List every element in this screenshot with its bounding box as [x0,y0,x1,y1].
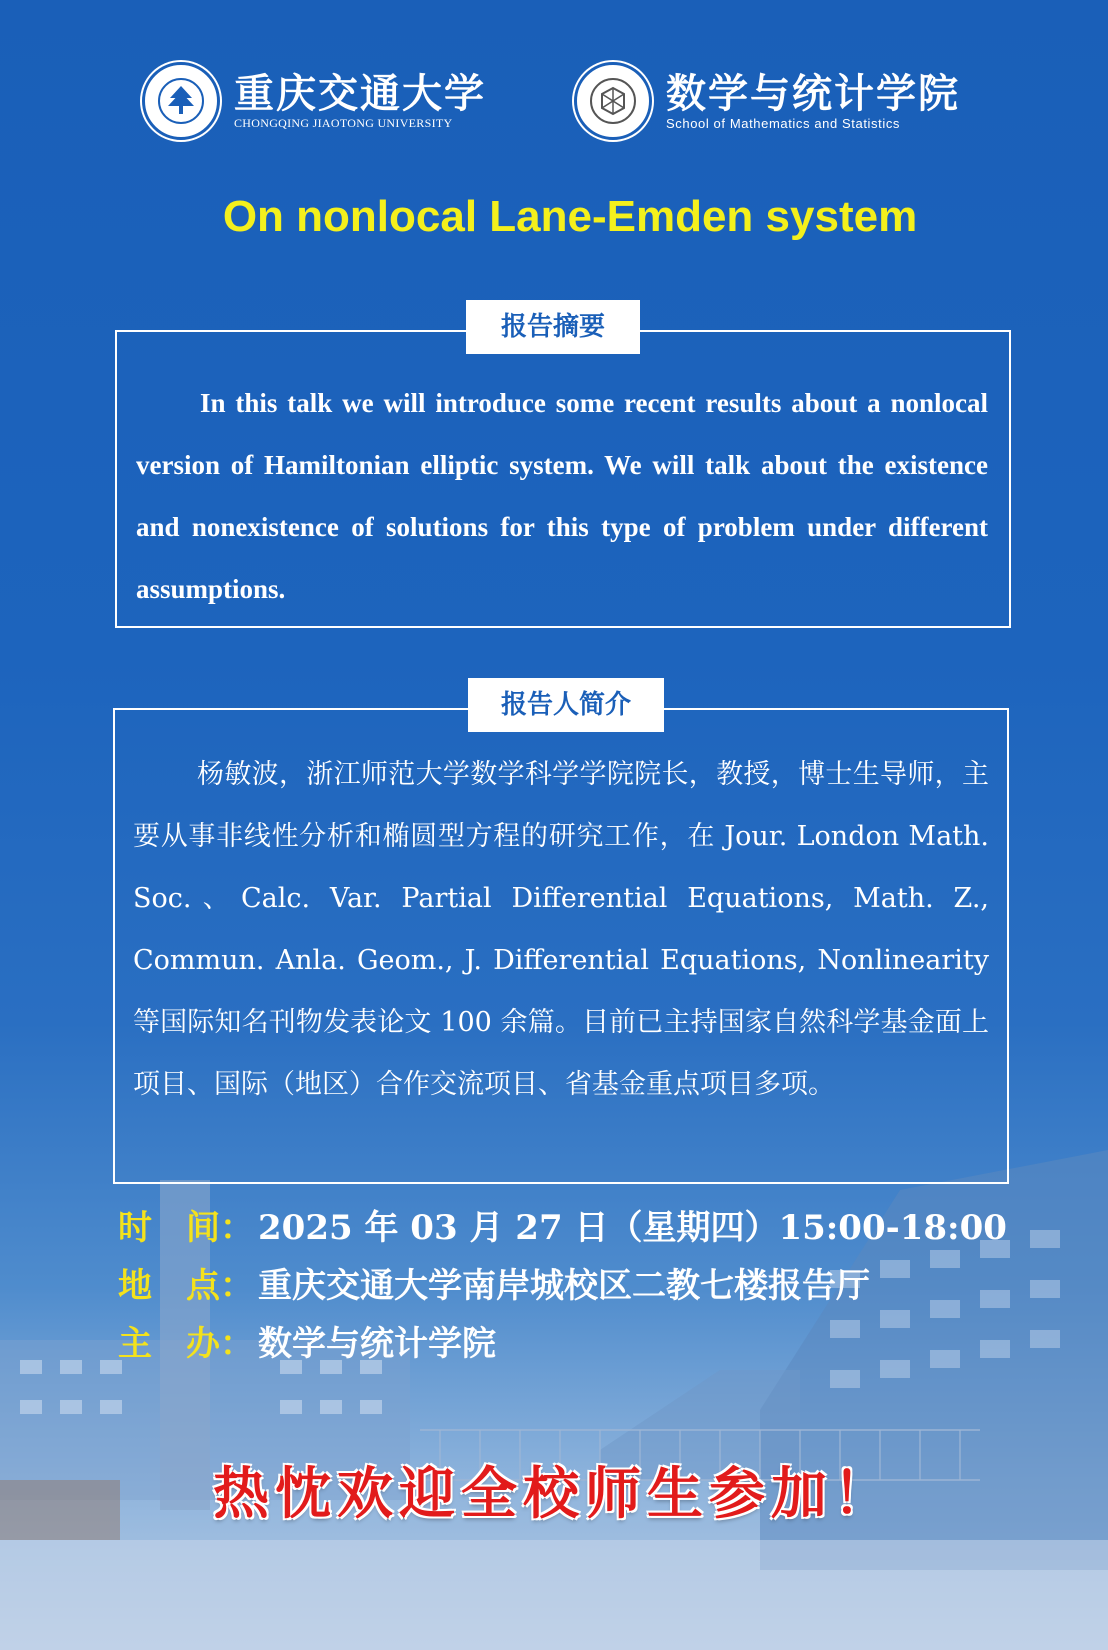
university-name-en: CHONGQING JIAOTONG UNIVERSITY [234,115,453,130]
university-logo [142,62,486,140]
school-seal-icon [574,62,652,140]
host-value: 数学与统计学院 [258,1324,496,1364]
abstract-text: In this talk we will introduce some recent results about a nonlocal version of Hamiltonian elliptic system. We will talk about the existence and nonexistence of solutions for this type of problem under different assumptions. [136,388,988,604]
speaker-label: 报告人简介 [468,678,664,732]
welcome-slogan: 热忱欢迎全校师生参加！ [213,1461,895,1527]
place-value: 重庆交通大学南岸城校区二教七楼报告厅 [258,1266,870,1306]
host-row [118,1316,496,1365]
place-row [118,1258,870,1307]
school-name-en: School of Mathematics and Statistics [666,115,901,131]
host-label: 主 办： [118,1324,254,1364]
school-name-cn: 数学与统计学院 [666,69,960,117]
time-value: 2025 年 03 月 27 日（星期四）15:00-18:00 [258,1208,1007,1248]
abstract-label: 报告摘要 [466,300,640,354]
speaker-bio: 杨敏波，浙江师范大学数学科学学院院长，教授，博士生导师，主要从事非线性分析和椭圆型方程的研究工作，在 Jour. London Math. Soc.、Calc. Var. Partial Differential Equations, Math. Z., Commun. Anla. Geom., J. Differential Equations, Nonlinearity 等国际知名刊物发表论文 100 余篇。目前已主持国家自然科学基金面上项目、国际（地区）合作交流项目、省基金重点项目多项。 [133,759,989,1100]
talk-title: On nonlocal Lane-Emden system [222,192,918,241]
school-logo [574,62,960,140]
time-row [118,1200,1007,1249]
university-name-cn: 重庆交通大学 [234,69,486,117]
place-label: 地 点： [118,1266,254,1306]
university-seal-icon [142,62,220,140]
time-label: 时 间： [118,1208,254,1248]
